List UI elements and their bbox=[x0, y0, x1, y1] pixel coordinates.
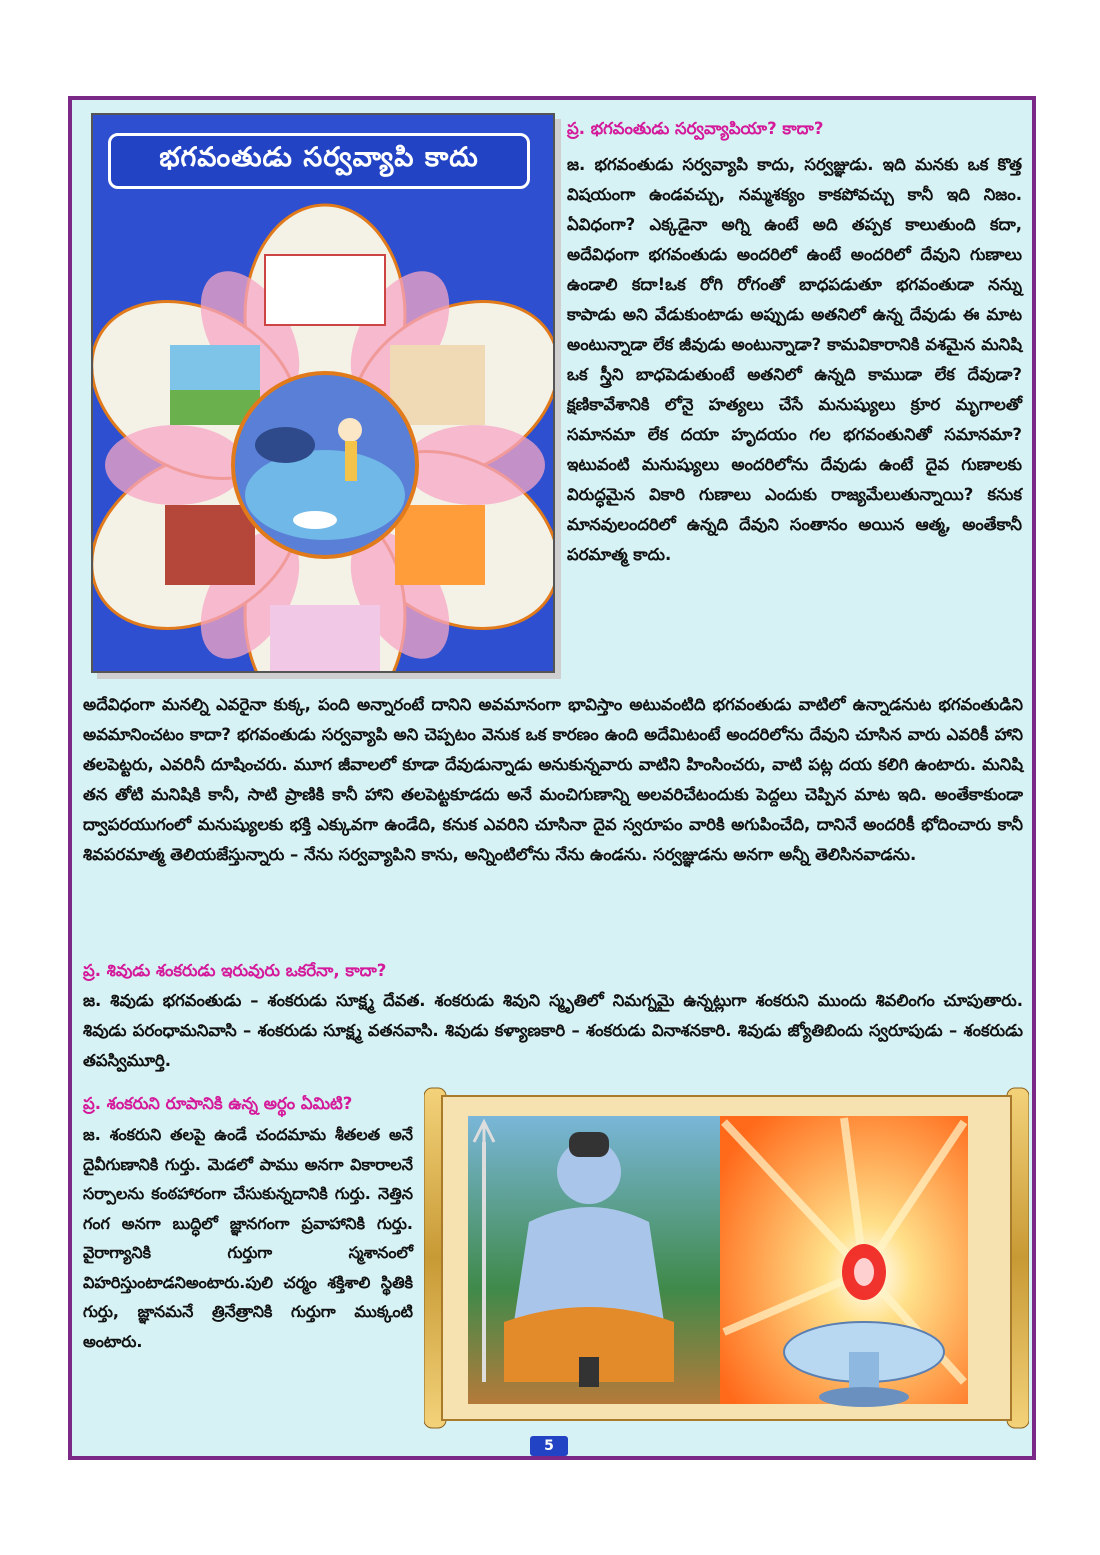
q2-heading: ప్ర. శివుడు శంకరుడు ఇరువురు ఒకరేనా, కాదా? bbox=[83, 961, 387, 980]
page-number: 5 bbox=[530, 1436, 568, 1456]
q3-section bbox=[83, 1088, 413, 1356]
q2-answer: జ. శివుడు భగవంతుడు – శంకరుడు సూక్ష్మ దేవత. శంకరుడు శివుని స్మృతిలో నిమగ్నమై ఉన్నట్లుగా శంకరుని ముందు శివలింగం చూపుతారు. శివుడు పరంధామనివాసి – శంకరుడు సూక్ష్మ వతనవాసి. శివుడు కళ్యాణకారి – శంకరుడు వినాశనకారి. శివుడు జ్యోతిబిందు స్వరూపుడు – శంకరుడు తపస్విమూర్తి. bbox=[83, 991, 1023, 1070]
illustration-lotus-chart bbox=[91, 113, 555, 673]
q1-answer: జ. భగవంతుడు సర్వవ్యాపి కాదు, సర్వజ్ఞుడు. ఇది మనకు ఒక కొత్త విషయంగా ఉండవచ్చు, నమ్మశక్యం కాకపోవచ్చు కానీ ఇది నిజం. ఏవిధంగా? ఎక్కడైనా అగ్ని ఉంటే అది తప్పక కాలుతుంది కదా, అదేవిధంగా భగవంతుడు అందరిలో ఉంటే అందరిలో దేవుని గుణాలు ఉండాలి కదా!ఒక రోగి రోగంతో బాధపడుతూ భగవంతుడా నన్ను కాపాడు అని వేడుకుంటాడు అప్పుడు అతనిలో ఉన్న దేవుడు ఈ మాట అంటున్నాడా లేక జీవుడు అంటున్నాడా? కామవికారానికి వశమైన మనిషి ఒక స్త్రీని బాధపెడుతుంటే అతనిలో ఉన్నది కాముడా లేక దేవుడా? క్షణికావేశానికి లోనై హత్యలు చేసే మనుష్యులు క్రూర మృగాలతో సమానమా లేక దయా హృదయం గల భగవంతునితో సమానమా? ఇటువంటి మనుష్యులు అందరిలోను దేవుడు ఉంటే దైవ గుణాలకు విరుద్ధమైన వికారి గుణాలు ఎందుకు రాజ్యమేలుతున్నాయి? కనుక మానవులందరిలో ఉన్నది దేవుని సంతానం అయిన ఆత్మ, అంతేకానీ పరమాత్మ కాదు. bbox=[567, 155, 1022, 564]
paragraph-section bbox=[83, 690, 1023, 870]
q1-heading: ప్ర. భగవంతుడు సర్వవ్యాపియా? కాదా? bbox=[567, 119, 824, 138]
shiva-illustration bbox=[424, 1082, 1029, 1434]
q3-answer: జ. శంకరుని తలపై ఉండే చందమామ శీతలత అనే దైవీగుణానికి గుర్తు. మెడలో పాము అనగా వికారాలనే సర్పాలను కంఠహారంగా చేసుకున్నదానికి గుర్తు. నెత్తిన గంగ అనగా బుద్ధిలో జ్ఞానగంగా ప్రవాహానికి గుర్తు. వైరాగ్యానికి గుర్తుగా స్మశానంలో విహరిస్తుంటాడనిఅంటారు.పులి చర్మం శక్తిశాలి స్థితికి గుర్తు, జ్ఞానమనే త్రినేత్రానికి గుర్తుగా ముక్కంటి అంటారు. bbox=[83, 1125, 413, 1351]
q2-section bbox=[83, 956, 1023, 1076]
lotus-illustration bbox=[93, 115, 553, 671]
q1-section bbox=[567, 114, 1022, 570]
paragraph-2: అదేవిధంగా మనల్ని ఎవరైనా కుక్క, పంది అన్నారంటే దానిని అవమానంగా భావిస్తాం అటువంటిది భగవంతుడు వాటిలో ఉన్నాడనుట భగవంతుడిని అవమానించటం కాదా? భగవంతుడు సర్వవ్యాపి అని చెప్పటం వెనుక ఒక కారణం ఉంది అదేమిటంటే అందరిలోను దేవుని చూసిన వారు ఎవరికీ హాని తలపెట్టరు, ఎవరినీ దూషించరు. మూగ జీవాలలో కూడా దేవుడున్నాడు అనుకున్నవారు వాటిని హింసించరు, వాటి పట్ల దయ కలిగి ఉంటారు. మనిషి తన తోటి మనిషికి కానీ, సాటి ప్రాణికి కానీ హాని తలపెట్టకూడదు అనే మంచిగుణాన్ని అలవరిచేటందుకు పెద్దలు చెప్పిన మాట ఇది. అంతేకాకుండా ద్వాపరయుగంలో మనుష్యులకు భక్తి ఎక్కువగా ఉండేది, కనుక ఎవరిని చూసినా దైవ స్వరూపం వారికి అగుపించేది, దానినే అందరికీ భోదించారు కానీ శివపరమాత్మ తెలియజేస్తున్నారు – నేను సర్వవ్యాపిని కాను, అన్నింటిలోను నేను ఉండను. సర్వజ్ఞుడను అనగా అన్నీ తెలిసినవాడను. bbox=[83, 695, 1023, 864]
shiva-scroll-image bbox=[424, 1082, 1029, 1434]
illustration-title: భగవంతుడు సర్వవ్యాపి కాదు bbox=[108, 133, 530, 189]
q3-heading: ప్ర. శంకరుని రూపానికి ఉన్న అర్థం ఏమిటి? bbox=[83, 1094, 353, 1113]
